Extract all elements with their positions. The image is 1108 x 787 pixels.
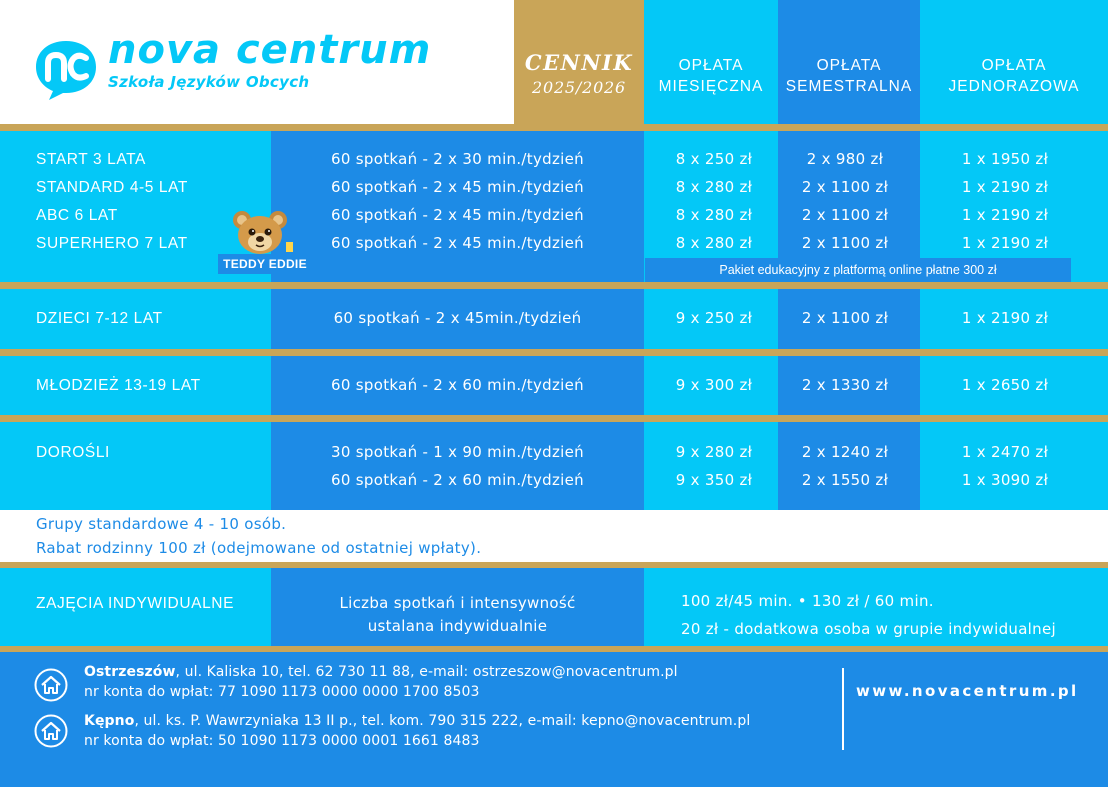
course-name: STANDARD 4-5 LAT [36,179,188,196]
price-once: 1 x 2470 zł [961,443,1049,461]
price-monthly: 8 x 280 zł [675,234,753,252]
price-once: 1 x 1950 zł [961,150,1049,168]
brand-subtitle: Szkoła Języków Obcych [108,73,310,91]
course-name: MŁODZIEŻ 13-19 LAT [36,377,201,394]
branch-kepno-account: nr konta do wpłat: 50 1090 1173 0000 0001 1661 8483 [84,733,480,749]
home-icon [34,668,68,702]
cennik-year: 2025/2026 [531,78,627,97]
separator [0,124,1108,131]
separator [0,282,1108,289]
home-icon [34,714,68,748]
adults-schedule-bg [271,422,644,510]
price-monthly: 8 x 280 zł [675,206,753,224]
footer-divider [842,668,844,750]
price-semester: 2 x 1100 zł [801,309,889,327]
course-name: DOROŚLI [36,444,110,461]
price-once: 1 x 2650 zł [961,376,1049,394]
adults-monthly-bg [644,422,778,510]
individual-extra-person: 20 zł - dodatkowa osoba w grupie indywidualnej [681,620,1056,638]
course-schedule: 60 spotkań - 2 x 45 min./tydzień [331,206,584,224]
course-name: ABC 6 LAT [36,207,118,224]
branch-kepno-address: Kępno, ul. ks. P. Wawrzyniaka 13 II p., tel. kom. 790 315 222, e-mail: kepno@novacentrum.pl [84,713,751,729]
price-once: 1 x 2190 zł [961,206,1049,224]
note-family-discount: Rabat rodzinny 100 zł (odejmowane od ostatniej wpłaty). [36,539,482,557]
header-once: OPŁATA JEDNORAZOWA [948,57,1080,95]
price-monthly: 9 x 300 zł [675,376,753,394]
price-monthly: 8 x 250 zł [675,150,753,168]
cennik-title: CENNIK [524,50,634,75]
note-group-size: Grupy standardowe 4 - 10 osób. [36,515,287,533]
website-link[interactable]: www.novacentrum.pl [856,682,1079,700]
header-semester: OPŁATA SEMESTRALNA [785,57,913,95]
adults-label-bg [0,422,271,510]
course-schedule: 60 spotkań - 2 x 60 min./tydzień [331,376,584,394]
adults-once-bg [920,422,1108,510]
course-name: DZIECI 7-12 LAT [36,310,163,327]
course-schedule: 60 spotkań - 2 x 60 min./tydzień [331,471,584,489]
price-semester: 2 x 1100 zł [801,206,889,224]
branch-ostrzeszow-address: Ostrzeszów, ul. Kaliska 10, tel. 62 730 11 88, e-mail: ostrzeszow@novacentrum.pl [84,664,678,680]
course-schedule: 60 spotkań - 2 x 45min./tydzień [333,309,582,327]
price-monthly: 9 x 280 zł [675,443,753,461]
course-schedule: 60 spotkań - 2 x 30 min./tydzień [331,150,584,168]
price-semester: 2 x 1100 zł [801,178,889,196]
price-once: 1 x 2190 zł [961,309,1049,327]
individual-desc-line1: Liczba spotkań i intensywność [339,594,576,612]
course-schedule: 30 spotkań - 1 x 90 min./tydzień [331,443,584,461]
price-once: 1 x 2190 zł [961,178,1049,196]
teddy-bear-icon [228,208,294,258]
teddy-eddie-badge: TEDDY EDDIE [218,254,312,274]
nova-centrum-logo-icon [34,39,98,101]
price-semester: 2 x 1240 zł [801,443,889,461]
price-semester: 2 x 1550 zł [801,471,889,489]
individual-title: ZAJĘCIA INDYWIDUALNE [36,595,235,612]
price-semester: 2 x 1100 zł [801,234,889,252]
course-name: START 3 LATA [36,151,146,168]
course-schedule: 60 spotkań - 2 x 45 min./tydzień [331,178,584,196]
adults-semester-bg [778,422,920,510]
price-once: 1 x 3090 zł [961,471,1049,489]
branch-ostrzeszow-account: nr konta do wpłat: 77 1090 1173 0000 0000 1700 8503 [84,684,480,700]
package-note: Pakiet edukacyjny z platformą online płatne 300 zł [645,258,1071,282]
course-name: SUPERHERO 7 LAT [36,235,188,252]
separator [0,415,1108,422]
price-monthly: 9 x 250 zł [675,309,753,327]
course-schedule: 60 spotkań - 2 x 45 min./tydzień [331,234,584,252]
separator [0,349,1108,356]
price-once: 1 x 2190 zł [961,234,1049,252]
price-semester: 2 x 1330 zł [801,376,889,394]
header-monthly: OPŁATA MIESIĘCZNA [658,57,764,95]
price-semester: 2 x 980 zł [806,150,884,168]
brand-name: nova centrum [108,27,432,73]
price-monthly: 9 x 350 zł [675,471,753,489]
price-monthly: 8 x 280 zł [675,178,753,196]
individual-desc-line2: ustalana indywidualnie [367,617,548,635]
individual-price: 100 zł/45 min. • 130 zł / 60 min. [681,592,934,610]
